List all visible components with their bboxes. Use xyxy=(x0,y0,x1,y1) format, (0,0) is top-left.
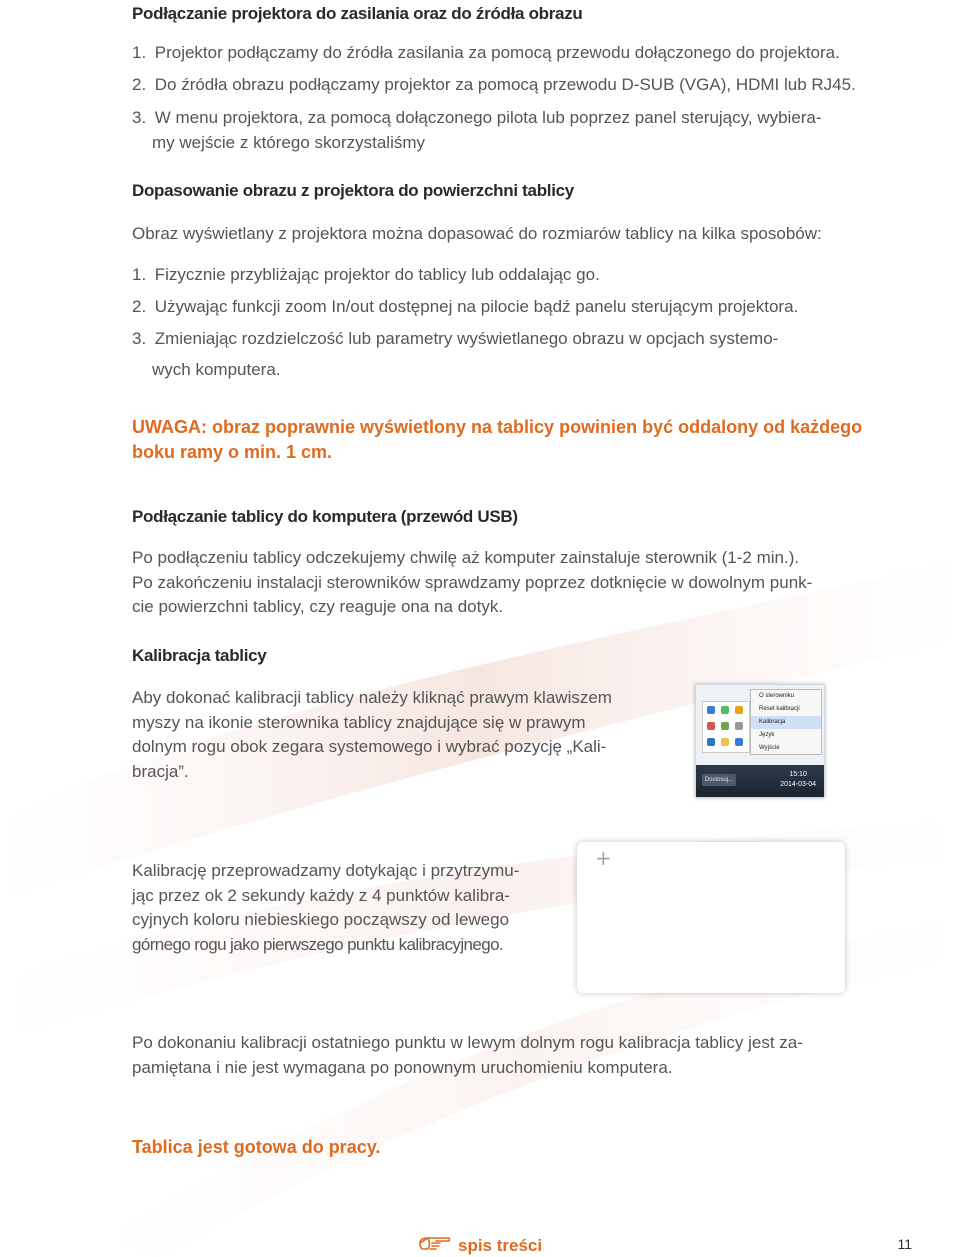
list-text: Do źródła obrazu podłączamy projektor za pomocą przewodu D-SUB (VGA), HDMI lub RJ45. xyxy=(154,75,856,94)
menu-item-calibration[interactable]: Kalibracja xyxy=(751,716,821,729)
list-item xyxy=(132,297,798,317)
toc-link[interactable] xyxy=(418,1234,542,1257)
tray-app-icon xyxy=(707,722,715,730)
tray-app-icon xyxy=(735,706,743,714)
tray-app-icon xyxy=(707,706,715,714)
clock-time: 15:10 xyxy=(789,771,807,778)
paragraph-line: myszy na ikonie sterownika tablicy znajdujące się w prawym xyxy=(132,713,586,732)
tray-app-icon xyxy=(721,706,729,714)
list-number: 2. xyxy=(132,297,147,316)
paragraph-line: Kalibrację przeprowadzamy dotykając i przytrzymu- xyxy=(132,861,520,880)
list-text-continuation: my wejście z którego skorzystaliśmy xyxy=(152,133,426,152)
list-text-continuation: wych komputera. xyxy=(152,360,281,379)
menu-item-exit[interactable]: Wyjście xyxy=(759,745,780,751)
paragraph-line: Po dokonaniu kalibracji ostatniego punktu w lewym dolnym rogu kalibracja tablicy jest za- xyxy=(132,1033,803,1052)
list-text: Zmieniając rozdzielczość lub parametry wyświetlanego obrazu w opcjach systemo- xyxy=(154,329,779,348)
ready-text: Tablica jest gotowa do pracy. xyxy=(132,1137,381,1157)
taskbar xyxy=(696,765,824,797)
section-title-usb: Podłączanie tablicy do komputera (przewód USB) xyxy=(132,507,518,526)
list-text: Projektor podłączamy do źródła zasilania za pomocą przewodu dołączonego do projektora. xyxy=(154,43,840,62)
warning-text: UWAGA: obraz poprawnie wyświetlony na tablicy powinien być oddalony od każdego xyxy=(132,417,863,437)
calibration-screen xyxy=(577,842,845,993)
section-title-image-fit: Dopasowanie obrazu z projektora do powierzchni tablicy xyxy=(132,181,574,200)
tray-icons-panel xyxy=(702,701,750,753)
list-number: 1. xyxy=(132,265,147,284)
list-item xyxy=(132,265,600,285)
list-text: Używając funkcji zoom In/out dostępnej na pilocie bądź panelu sterującym projektora. xyxy=(154,297,799,316)
menu-item-about[interactable]: O sterowniku xyxy=(759,693,795,699)
paragraph-line: dolnym rogu obok zegara systemowego i wybrać pozycję „Kali- xyxy=(132,737,607,756)
paragraph-line: cyjnych koloru niebieskiego począwszy od lewego xyxy=(132,910,510,929)
section-title-projector-connection: Podłączanie projektora do zasilania oraz do źródła obrazu xyxy=(132,4,583,23)
clock-date: 2014-03-04 xyxy=(780,781,816,788)
calibration-crosshair-icon[interactable]: + xyxy=(595,846,612,870)
tray-screenshot xyxy=(695,684,823,796)
tray-app-icon xyxy=(735,722,743,730)
paragraph-line: Po podłączeniu tablicy odczekujemy chwilę aż komputer zainstaluje sterownik (1-2 min.). xyxy=(132,548,800,567)
list-number: 3. xyxy=(132,108,147,127)
menu-item-reset-calibration[interactable]: Reset kalibracji xyxy=(759,706,800,712)
menu-item-language[interactable]: Język xyxy=(759,732,775,738)
tray-window xyxy=(695,684,825,798)
paragraph-line: jąc przez ok 2 sekundy każdy z 4 punktów kalibra- xyxy=(132,886,510,905)
tray-app-icon xyxy=(707,738,715,746)
warning-text: boku ramy o min. 1 cm. xyxy=(132,442,333,462)
page-number: 11 xyxy=(897,1236,912,1252)
list-text: W menu projektora, za pomocą dołączonego pilota lub poprzez panel sterujący, wybiera- xyxy=(154,108,822,127)
section-intro: Obraz wyświetlany z projektora można dopasować do rozmiarów tablicy na kilka sposobów: xyxy=(132,224,822,243)
list-item xyxy=(132,108,822,128)
paragraph-line: górnego rogu jako pierwszego punktu kalibracyjnego. xyxy=(132,935,504,954)
customize-button[interactable]: Dostosuj... xyxy=(702,774,736,786)
paragraph-line: cie powierzchni tablicy, czy reaguje ona na dotyk. xyxy=(132,597,504,616)
paragraph-line: bracja”. xyxy=(132,762,189,781)
list-number: 3. xyxy=(132,329,147,348)
whiteboard-driver-icon[interactable] xyxy=(721,738,729,746)
list-number: 2. xyxy=(132,75,147,94)
list-text: Fizycznie przybliżając projektor do tablicy lub oddalając go. xyxy=(154,265,600,284)
list-item xyxy=(132,329,778,349)
toc-link-label[interactable]: spis treści xyxy=(458,1235,543,1255)
tray-app-icon xyxy=(735,738,743,746)
section-title-calibration: Kalibracja tablicy xyxy=(132,646,267,665)
paragraph-line: pamiętana i nie jest wymagana po ponownym uruchomieniu komputera. xyxy=(132,1058,673,1077)
pointing-hand-icon xyxy=(418,1234,452,1257)
paragraph-line: Aby dokonać kalibracji tablicy należy kliknąć prawym klawiszem xyxy=(132,688,612,707)
list-item xyxy=(132,43,840,63)
paragraph-line: Po zakończeniu instalacji sterowników sprawdzamy poprzez dotknięcie w dowolnym punk- xyxy=(132,573,813,592)
list-number: 1. xyxy=(132,43,147,62)
tray-context-menu xyxy=(750,689,822,755)
list-item xyxy=(132,75,856,95)
tray-app-icon xyxy=(721,722,729,730)
system-clock xyxy=(780,770,816,790)
